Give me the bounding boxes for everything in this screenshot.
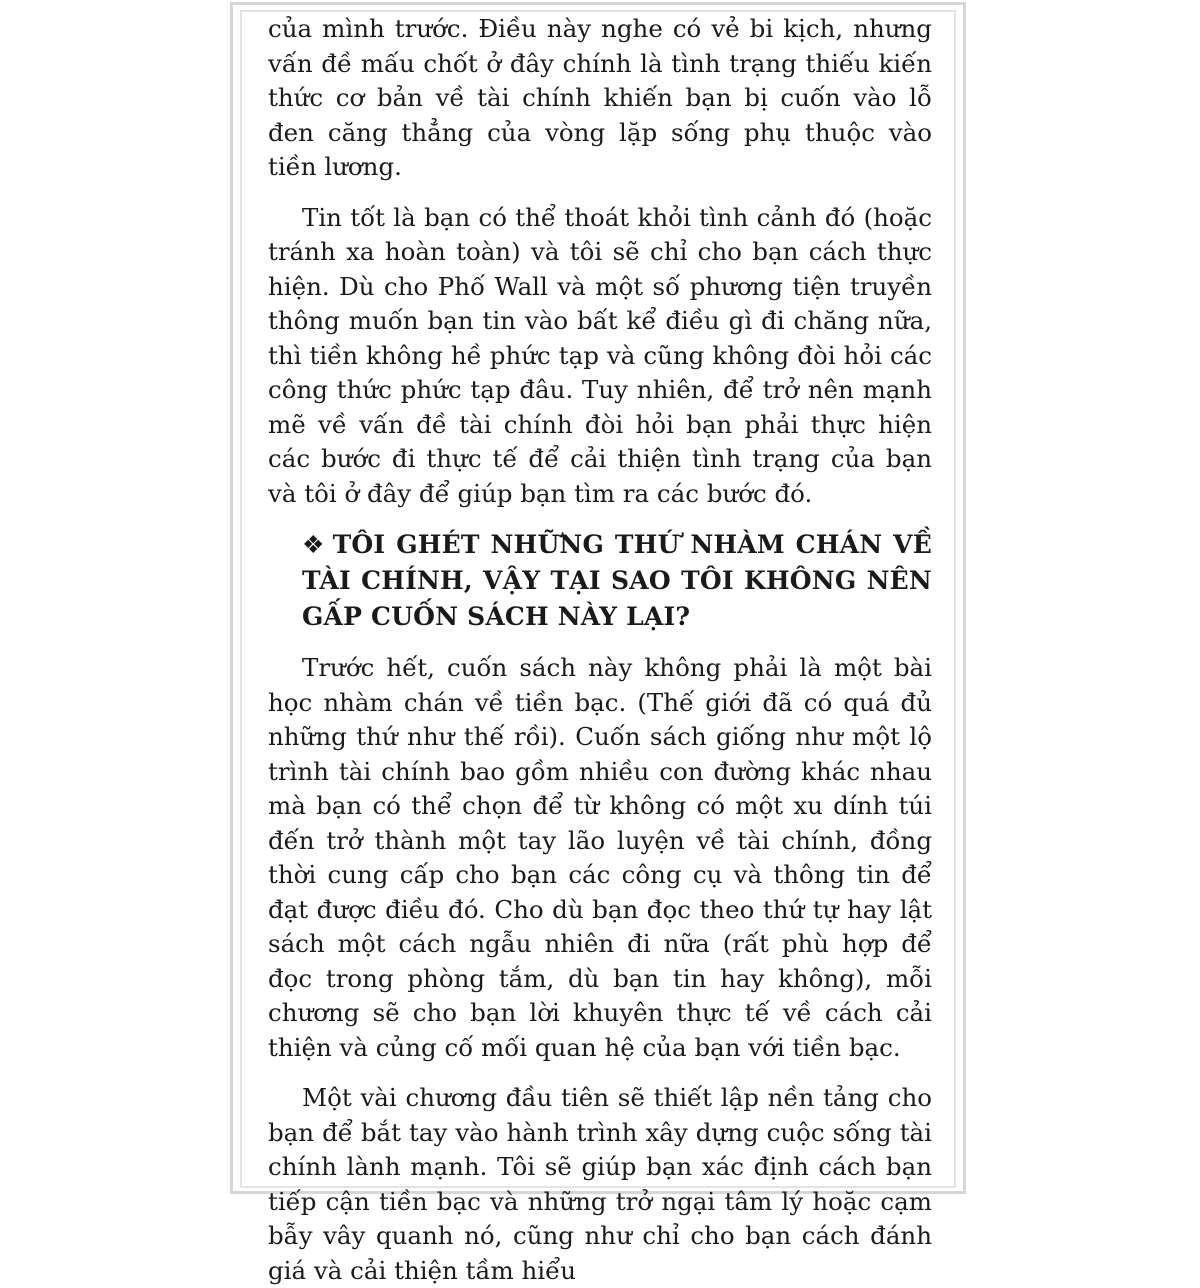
section-heading-text: TÔI GHÉT NHỮNG THỨ NHÀM CHÁN VỀ TÀI CHÍNH, VẬY TẠI SAO TÔI KHÔNG NÊN GẤP CUỐN SÁCH NÀY LẠI? xyxy=(302,530,933,631)
section-heading xyxy=(268,527,932,635)
paragraph-gap xyxy=(268,635,932,651)
paragraph-gap xyxy=(268,1065,932,1081)
diamond-bullet-icon: ❖ xyxy=(302,530,327,559)
paragraph-4: Một vài chương đầu tiên sẽ thiết lập nền tảng cho bạn để bắt tay vào hành trình xây dựng cuộc sống tài chính lành mạnh. Tôi sẽ giúp bạn xác định cách bạn tiếp cận tiền bạc và những trở ngại tâm lý hoặc cạm bẫy vây quanh nó, cũng như chỉ cho bạn cách đánh giá và cải thiện tầm hiểu xyxy=(268,1083,932,1285)
paragraph-gap xyxy=(268,511,932,527)
paragraph-gap xyxy=(268,185,932,201)
paragraph-2: Tin tốt là bạn có thể thoát khỏi tình cảnh đó (hoặc tránh xa hoàn toàn) và tôi sẽ chỉ cho bạn cách thực hiện. Dù cho Phố Wall và một số phương tiện truyền thông muốn bạn tin vào bất kể điều gì đi chăng nữa, thì tiền không hề phức tạp và cũng không đòi hỏi các công thức phức tạp đâu. Tuy nhiên, để trở nên mạnh mẽ về vấn đề tài chính đòi hỏi bạn phải thực hiện các bước đi thực tế để cải thiện tình trạng của bạn và tôi ở đây để giúp bạn tìm ra các bước đó. xyxy=(268,202,932,508)
book-page-text xyxy=(268,12,932,1288)
paragraph-3: Trước hết, cuốn sách này không phải là một bài học nhàm chán về tiền bạc. (Thế giới đã có quá đủ những thứ như thế rồi). Cuốn sách giống như một lộ trình tài chính bao gồm nhiều con đường khác nhau mà bạn có thể chọn để từ không có một xu dính túi đến trở thành một tay lão luyện về tài chính, đồng thời cung cấp cho bạn các công cụ và thông tin để đạt được điều đó. Cho dù bạn đọc theo thứ tự hay lật sách một cách ngẫu nhiên đi nữa (rất phù hợp để đọc trong phòng tắm, dù bạn tin hay không), mỗi chương sẽ cho bạn lời khuyên thực tế về cách cải thiện và củng cố mối quan hệ của bạn với tiền bạc. xyxy=(268,653,932,1062)
paragraph-1: của mình trước. Điều này nghe có vẻ bi kịch, nhưng vấn đề mấu chốt ở đây chính là tình trạng thiếu kiến thức cơ bản về tài chính khiến bạn bị cuốn vào lỗ đen căng thẳng của vòng lặp sống phụ thuộc vào tiền lương. xyxy=(268,14,932,181)
